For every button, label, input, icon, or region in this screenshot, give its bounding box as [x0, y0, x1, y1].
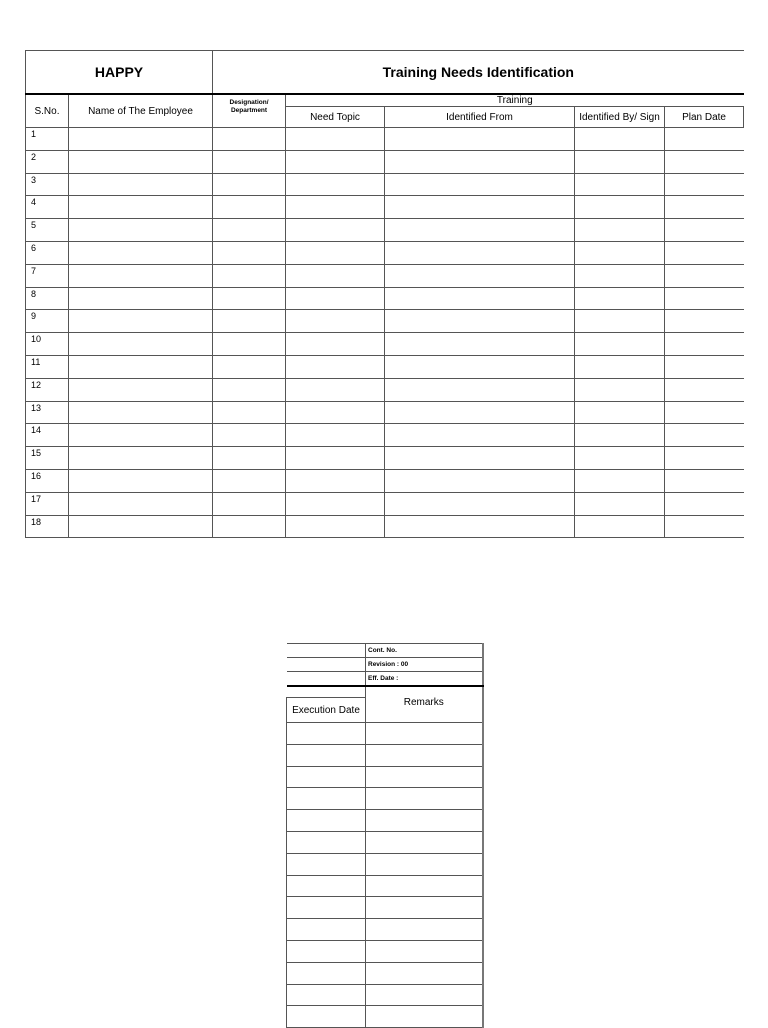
cell-remarks[interactable] [366, 897, 483, 919]
cell-need-topic[interactable] [286, 424, 385, 447]
cell-remarks[interactable] [366, 875, 483, 897]
cell-execution-date[interactable] [287, 723, 366, 745]
row-sno: 6 [26, 241, 69, 264]
cell-identified-by[interactable] [575, 469, 665, 492]
header-remarks-label: Remarks [403, 697, 444, 708]
cell-identified-by[interactable] [575, 401, 665, 424]
cell-employee-name[interactable] [69, 401, 213, 424]
side-table-row [287, 810, 483, 832]
control-row-revision [287, 658, 483, 672]
cell-employee-name[interactable] [69, 264, 213, 287]
cell-plan-date[interactable] [665, 173, 744, 196]
cell-designation[interactable] [213, 447, 286, 470]
cell-plan-date[interactable] [665, 333, 744, 356]
cell-plan-date[interactable] [665, 287, 744, 310]
cell-plan-date[interactable] [665, 264, 744, 287]
cell-execution-date[interactable] [287, 788, 366, 810]
row-sno: 17 [26, 492, 69, 515]
cell-remarks[interactable] [366, 831, 483, 853]
cell-identified-by[interactable] [575, 355, 665, 378]
cell-designation[interactable] [213, 378, 286, 401]
row-sno: 15 [26, 447, 69, 470]
table-row [26, 469, 744, 492]
cell-remarks[interactable] [366, 984, 483, 1006]
cell-identified-from[interactable] [385, 287, 575, 310]
cell-execution-date[interactable] [287, 766, 366, 788]
cell-execution-date[interactable] [287, 875, 366, 897]
cell-plan-date[interactable] [665, 447, 744, 470]
header-training-group: Training [286, 94, 744, 107]
table-row [26, 128, 744, 151]
header-identified-by: Identified By/ Sign [575, 107, 665, 128]
cell-need-topic[interactable] [286, 333, 385, 356]
table-row [26, 378, 744, 401]
cell-identified-from[interactable] [385, 333, 575, 356]
table-row [26, 401, 744, 424]
cell-need-topic[interactable] [286, 492, 385, 515]
cell-employee-name[interactable] [69, 150, 213, 173]
side-table-row [287, 766, 483, 788]
cell-identified-from[interactable] [385, 424, 575, 447]
cell-execution-date[interactable] [287, 744, 366, 766]
cell-identified-from[interactable] [385, 492, 575, 515]
cell-remarks[interactable] [366, 788, 483, 810]
control-blank-cell [287, 658, 366, 672]
cell-execution-date[interactable] [287, 919, 366, 941]
cell-need-topic[interactable] [286, 241, 385, 264]
row-sno: 3 [26, 173, 69, 196]
cell-identified-by[interactable] [575, 219, 665, 242]
cell-employee-name[interactable] [69, 310, 213, 333]
cell-need-topic[interactable] [286, 196, 385, 219]
row-sno: 7 [26, 264, 69, 287]
cell-need-topic[interactable] [286, 515, 385, 538]
cell-employee-name[interactable] [69, 287, 213, 310]
cell-execution-date[interactable] [287, 940, 366, 962]
cell-designation[interactable] [213, 196, 286, 219]
execution-remarks-table [286, 643, 484, 1028]
cell-remarks[interactable] [366, 962, 483, 984]
cell-designation[interactable] [213, 310, 286, 333]
header-sno: S.No. [26, 94, 69, 128]
cell-need-topic[interactable] [286, 287, 385, 310]
row-sno: 8 [26, 287, 69, 310]
cell-identified-by[interactable] [575, 287, 665, 310]
control-blank-cell [287, 672, 366, 687]
control-blank-cell [287, 644, 366, 658]
table-row [26, 492, 744, 515]
cell-designation[interactable] [213, 150, 286, 173]
control-revision: Revision : 00 [366, 658, 483, 672]
cell-designation[interactable] [213, 219, 286, 242]
cell-identified-by[interactable] [575, 333, 665, 356]
cell-designation[interactable] [213, 424, 286, 447]
cell-need-topic[interactable] [286, 447, 385, 470]
header-need-topic: Need Topic [286, 107, 385, 128]
header-employee-name: Name of The Employee [69, 94, 213, 128]
cell-plan-date[interactable] [665, 310, 744, 333]
side-table-row [287, 788, 483, 810]
header-row-1 [26, 94, 744, 107]
cell-remarks[interactable] [366, 723, 483, 745]
cell-remarks[interactable] [366, 744, 483, 766]
cell-remarks[interactable] [366, 853, 483, 875]
cell-employee-name[interactable] [69, 515, 213, 538]
cell-remarks[interactable] [366, 766, 483, 788]
cell-employee-name[interactable] [69, 128, 213, 151]
cell-identified-from[interactable] [385, 378, 575, 401]
side-table-body [287, 723, 483, 1028]
cell-plan-date[interactable] [665, 219, 744, 242]
cell-execution-date[interactable] [287, 831, 366, 853]
cell-identified-from[interactable] [385, 515, 575, 538]
table-row [26, 264, 744, 287]
cell-employee-name[interactable] [69, 173, 213, 196]
row-sno: 14 [26, 424, 69, 447]
cell-identified-by[interactable] [575, 128, 665, 151]
control-cont-no: Cont. No. [366, 644, 483, 658]
cell-need-topic[interactable] [286, 355, 385, 378]
cell-identified-from[interactable] [385, 150, 575, 173]
cell-identified-by[interactable] [575, 264, 665, 287]
cell-identified-from[interactable] [385, 310, 575, 333]
cell-identified-by[interactable] [575, 196, 665, 219]
cell-employee-name[interactable] [69, 424, 213, 447]
cell-employee-name[interactable] [69, 333, 213, 356]
row-sno: 16 [26, 469, 69, 492]
cell-identified-from[interactable] [385, 264, 575, 287]
header-designation: Designation/ Department [213, 94, 286, 128]
side-table-row [287, 853, 483, 875]
side-table-row [287, 897, 483, 919]
cell-remarks[interactable] [366, 810, 483, 832]
table-row [26, 333, 744, 356]
cell-employee-name[interactable] [69, 492, 213, 515]
table-body [26, 128, 744, 538]
table-row [26, 287, 744, 310]
control-row-eff-date [287, 672, 483, 687]
header-plan-date: Plan Date [665, 107, 744, 128]
company-name: HAPPY [26, 51, 213, 95]
side-table-row [287, 940, 483, 962]
cell-identified-from[interactable] [385, 355, 575, 378]
cell-need-topic[interactable] [286, 128, 385, 151]
cell-execution-date[interactable] [287, 897, 366, 919]
table-row [26, 355, 744, 378]
side-table-row [287, 984, 483, 1006]
side-table-row [287, 723, 483, 745]
side-table-row [287, 831, 483, 853]
header-execution-date: Execution Date [287, 698, 366, 723]
document-title: Training Needs Identification [213, 51, 744, 95]
cell-remarks[interactable] [366, 1006, 483, 1028]
table-row [26, 515, 744, 538]
cell-execution-date[interactable] [287, 1006, 366, 1028]
side-table-row [287, 744, 483, 766]
cell-plan-date[interactable] [665, 128, 744, 151]
cell-plan-date[interactable] [665, 150, 744, 173]
cell-need-topic[interactable] [286, 401, 385, 424]
cell-employee-name[interactable] [69, 219, 213, 242]
row-sno: 4 [26, 196, 69, 219]
row-sno: 10 [26, 333, 69, 356]
cell-identified-from[interactable] [385, 469, 575, 492]
row-sno: 13 [26, 401, 69, 424]
cell-plan-date[interactable] [665, 196, 744, 219]
table-row [26, 150, 744, 173]
cell-need-topic[interactable] [286, 469, 385, 492]
cell-designation[interactable] [213, 355, 286, 378]
cell-designation[interactable] [213, 264, 286, 287]
cell-designation[interactable] [213, 128, 286, 151]
table-row [26, 173, 744, 196]
cell-execution-date[interactable] [287, 810, 366, 832]
title-row [26, 51, 744, 95]
cell-remarks[interactable] [366, 919, 483, 941]
cell-employee-name[interactable] [69, 241, 213, 264]
control-row-cont-no [287, 644, 483, 658]
cell-identified-by[interactable] [575, 515, 665, 538]
table-row [26, 310, 744, 333]
cell-designation[interactable] [213, 492, 286, 515]
cell-employee-name[interactable] [69, 355, 213, 378]
control-eff-date: Eff. Date : [366, 672, 483, 687]
row-sno: 1 [26, 128, 69, 151]
cell-identified-by[interactable] [575, 492, 665, 515]
cell-execution-date[interactable] [287, 984, 366, 1006]
cell-identified-from[interactable] [385, 128, 575, 151]
cell-employee-name[interactable] [69, 447, 213, 470]
side-table-row [287, 875, 483, 897]
side-table-row [287, 919, 483, 941]
table-row [26, 424, 744, 447]
header-remarks [366, 686, 483, 723]
cell-identified-by[interactable] [575, 447, 665, 470]
cell-designation[interactable] [213, 469, 286, 492]
header-identified-from: Identified From [385, 107, 575, 128]
table-row [26, 447, 744, 470]
cell-need-topic[interactable] [286, 310, 385, 333]
cell-plan-date[interactable] [665, 241, 744, 264]
cell-plan-date[interactable] [665, 424, 744, 447]
cell-plan-date[interactable] [665, 469, 744, 492]
cell-designation[interactable] [213, 515, 286, 538]
cell-identified-by[interactable] [575, 150, 665, 173]
side-table-row [287, 1006, 483, 1028]
side-table-row [287, 962, 483, 984]
cell-plan-date[interactable] [665, 401, 744, 424]
cell-identified-by[interactable] [575, 310, 665, 333]
cell-identified-from[interactable] [385, 196, 575, 219]
cell-need-topic[interactable] [286, 173, 385, 196]
cell-designation[interactable] [213, 333, 286, 356]
cell-identified-by[interactable] [575, 241, 665, 264]
cell-designation[interactable] [213, 241, 286, 264]
row-sno: 12 [26, 378, 69, 401]
cell-remarks[interactable] [366, 940, 483, 962]
cell-plan-date[interactable] [665, 492, 744, 515]
cell-identified-by[interactable] [575, 424, 665, 447]
cell-designation[interactable] [213, 401, 286, 424]
row-sno: 5 [26, 219, 69, 242]
cell-identified-by[interactable] [575, 378, 665, 401]
training-needs-table [25, 50, 744, 538]
table-row [26, 196, 744, 219]
row-sno: 11 [26, 355, 69, 378]
cell-employee-name[interactable] [69, 196, 213, 219]
cell-identified-by[interactable] [575, 173, 665, 196]
cell-identified-from[interactable] [385, 173, 575, 196]
cell-need-topic[interactable] [286, 264, 385, 287]
row-sno: 18 [26, 515, 69, 538]
cell-plan-date[interactable] [665, 515, 744, 538]
table-row [26, 219, 744, 242]
cell-identified-from[interactable] [385, 219, 575, 242]
cell-need-topic[interactable] [286, 150, 385, 173]
cell-plan-date[interactable] [665, 378, 744, 401]
cell-identified-from[interactable] [385, 447, 575, 470]
cell-plan-date[interactable] [665, 355, 744, 378]
cell-identified-from[interactable] [385, 401, 575, 424]
side-header-gap [287, 686, 483, 698]
cell-execution-date[interactable] [287, 962, 366, 984]
row-sno: 9 [26, 310, 69, 333]
cell-employee-name[interactable] [69, 469, 213, 492]
row-sno: 2 [26, 150, 69, 173]
cell-execution-date[interactable] [287, 853, 366, 875]
table-row [26, 241, 744, 264]
cell-need-topic[interactable] [286, 378, 385, 401]
cell-need-topic[interactable] [286, 219, 385, 242]
gap-cell [287, 686, 366, 698]
cell-identified-from[interactable] [385, 241, 575, 264]
cell-designation[interactable] [213, 287, 286, 310]
cell-employee-name[interactable] [69, 378, 213, 401]
cell-designation[interactable] [213, 173, 286, 196]
